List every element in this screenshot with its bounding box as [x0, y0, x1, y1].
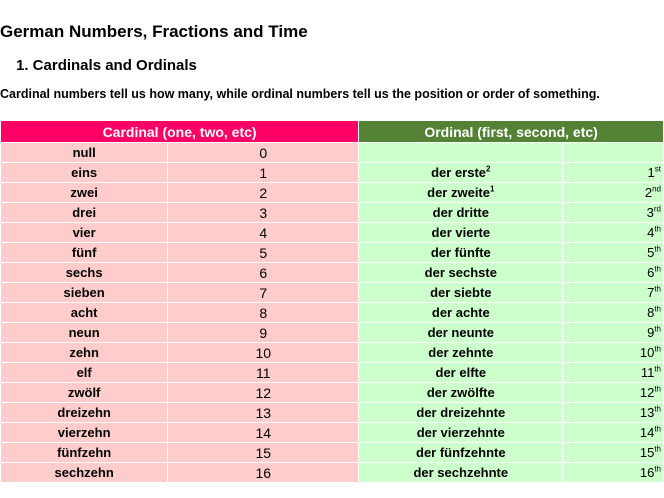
cardinal-word-cell: sechzehn	[1, 463, 168, 483]
footnote-marker: 1	[490, 184, 495, 194]
table-row	[1, 223, 664, 243]
ordinal-word-cell	[359, 163, 563, 183]
ordinal-word-cell	[359, 203, 563, 223]
ordinal-word-cell	[359, 363, 563, 383]
ordinal-abbreviation-cell	[563, 223, 664, 243]
ordinal-word-text: der zwölfte	[426, 385, 495, 400]
ordinal-suffix: th	[654, 464, 661, 474]
ordinal-word-text: der sechzehnte	[413, 465, 509, 480]
ordinal-word-text: der fünfte	[430, 245, 491, 260]
table-row	[1, 403, 664, 423]
ordinal-word-text: der siebte	[430, 285, 492, 300]
ordinal-abbreviation-cell	[563, 403, 664, 423]
table-row	[1, 443, 664, 463]
ordinal-word-text: der elfte	[435, 365, 487, 380]
ordinal-abbreviation-cell	[563, 343, 664, 363]
numbers-table	[0, 120, 664, 483]
ordinal-word-cell	[359, 463, 563, 483]
ordinal-word-cell	[359, 183, 563, 203]
ordinal-suffix: th	[654, 384, 661, 394]
ordinal-suffix: th	[654, 244, 661, 254]
ordinal-word-cell	[359, 323, 563, 343]
cardinal-word-cell: zehn	[1, 343, 168, 363]
table-row	[1, 283, 664, 303]
ordinal-abbreviation-cell	[563, 303, 664, 323]
ordinal-word-text: der sechste	[424, 265, 497, 280]
cardinal-word-cell: dreizehn	[1, 403, 168, 423]
ordinal-word-text: der vierzehnte	[416, 425, 505, 440]
table-row	[1, 343, 664, 363]
ordinal-suffix: th	[654, 444, 661, 454]
ordinal-word-text: der dreizehnte	[416, 405, 506, 420]
cardinal-number-cell: 13	[168, 403, 359, 423]
cardinal-word-cell: sieben	[1, 283, 168, 303]
cardinal-word-cell: fünfzehn	[1, 443, 168, 463]
ordinal-word-text: der vierte	[431, 225, 491, 240]
cardinal-number-cell: 4	[168, 223, 359, 243]
ordinal-suffix: th	[654, 424, 661, 434]
ordinal-suffix: th	[654, 304, 661, 314]
cardinal-number-cell: 1	[168, 163, 359, 183]
cardinal-number-cell: 7	[168, 283, 359, 303]
ordinal-abbreviation-number: 12	[639, 385, 655, 400]
ordinal-word-text: der fünfzehnte	[416, 445, 506, 460]
cardinal-number-cell: 0	[168, 143, 359, 163]
ordinal-abbreviation-number: 11	[640, 365, 655, 380]
table-body	[1, 143, 664, 483]
table-row	[1, 143, 664, 163]
table-row	[1, 303, 664, 323]
ordinal-abbreviation-number: 10	[639, 345, 655, 360]
document-title: German Numbers, Fractions and Time	[0, 22, 308, 41]
cardinal-word-cell: vierzehn	[1, 423, 168, 443]
cardinal-number-cell: 6	[168, 263, 359, 283]
cardinal-number-cell: 2	[168, 183, 359, 203]
ordinal-word-cell	[359, 303, 563, 323]
cardinal-number-cell: 3	[168, 203, 359, 223]
cardinal-number-cell: 8	[168, 303, 359, 323]
table-row	[1, 423, 664, 443]
ordinal-abbreviation-cell	[563, 443, 664, 463]
ordinal-abbreviation-number: 13	[639, 405, 655, 420]
cardinal-number-cell: 15	[168, 443, 359, 463]
ordinal-abbreviation-number: 6	[647, 265, 655, 280]
ordinal-word-text: der zweite	[427, 185, 490, 200]
ordinal-abbreviation-cell	[563, 243, 664, 263]
ordinal-abbreviation-number: 15	[639, 445, 655, 460]
ordinal-abbreviation-cell	[563, 183, 664, 203]
cardinal-number-cell: 9	[168, 323, 359, 343]
ordinal-abbreviation-number: 4	[647, 225, 655, 240]
ordinal-word-text: der zehnte	[428, 345, 494, 360]
cardinal-word-cell: null	[1, 143, 168, 163]
ordinal-abbreviation-number: 16	[639, 465, 655, 480]
ordinal-suffix: th	[654, 404, 661, 414]
ordinal-word-cell	[359, 143, 563, 163]
cardinal-word-cell: zwei	[1, 183, 168, 203]
ordinal-suffix: st	[654, 164, 661, 174]
table-row	[1, 463, 664, 483]
table-header-row	[1, 121, 664, 143]
ordinal-word-cell	[359, 263, 563, 283]
ordinal-abbreviation-cell	[563, 383, 664, 403]
ordinal-abbreviation-number: 14	[639, 425, 655, 440]
ordinal-header: Ordinal (first, second, etc)	[359, 121, 664, 143]
ordinal-suffix: th	[654, 224, 661, 234]
cardinal-word-cell: vier	[1, 223, 168, 243]
cardinal-word-cell: zwölf	[1, 383, 168, 403]
ordinal-word-cell	[359, 383, 563, 403]
ordinal-abbreviation-number: 1	[647, 165, 655, 180]
cardinal-word-cell: neun	[1, 323, 168, 343]
ordinal-abbreviation-cell	[563, 143, 664, 163]
table-row	[1, 183, 664, 203]
ordinal-abbreviation-number: 2	[644, 185, 653, 200]
table-row	[1, 323, 664, 343]
cardinal-number-cell: 11	[168, 363, 359, 383]
ordinal-abbreviation-cell	[563, 163, 664, 183]
ordinal-suffix: th	[654, 264, 661, 274]
ordinal-abbreviation-number: 5	[647, 245, 655, 260]
ordinal-word-cell	[359, 283, 563, 303]
cardinal-number-cell: 16	[168, 463, 359, 483]
ordinal-word-text: der neunte	[427, 325, 495, 340]
ordinal-abbreviation-cell	[563, 203, 664, 223]
ordinal-abbreviation-number: 7	[647, 285, 655, 300]
table-row	[1, 203, 664, 223]
ordinal-word-text: der dritte	[432, 205, 489, 220]
ordinal-word-text: der erste	[431, 165, 487, 180]
ordinal-abbreviation-number: 9	[647, 325, 655, 340]
ordinal-suffix: th	[654, 364, 661, 374]
cardinal-word-cell: acht	[1, 303, 168, 323]
footnote-marker: 2	[486, 164, 491, 174]
cardinal-word-cell: eins	[1, 163, 168, 183]
table-row	[1, 263, 664, 283]
ordinal-suffix: nd	[652, 184, 661, 194]
cardinal-header: Cardinal (one, two, etc)	[1, 121, 359, 143]
cardinal-word-cell: drei	[1, 203, 168, 223]
cardinal-number-cell: 14	[168, 423, 359, 443]
table-row	[1, 363, 664, 383]
ordinal-suffix: th	[654, 344, 661, 354]
ordinal-word-cell	[359, 423, 563, 443]
ordinal-suffix: rd	[653, 204, 661, 214]
table-row	[1, 163, 664, 183]
ordinal-word-cell	[359, 443, 563, 463]
ordinal-abbreviation-cell	[563, 463, 664, 483]
ordinal-abbreviation-cell	[563, 363, 664, 383]
ordinal-word-cell	[359, 223, 563, 243]
cardinal-word-cell: sechs	[1, 263, 168, 283]
ordinal-abbreviation-number: 8	[647, 305, 655, 320]
ordinal-word-cell	[359, 403, 563, 423]
ordinal-abbreviation-cell	[563, 263, 664, 283]
cardinal-number-cell: 10	[168, 343, 359, 363]
ordinal-word-cell	[359, 243, 563, 263]
section-heading: 1. Cardinals and Ordinals	[16, 57, 197, 74]
ordinal-suffix: th	[654, 284, 661, 294]
table-row	[1, 383, 664, 403]
intro-paragraph: Cardinal numbers tell us how many, while ordinal numbers tell us the position or order of something.	[0, 87, 600, 101]
ordinal-abbreviation-cell	[563, 283, 664, 303]
ordinal-abbreviation-cell	[563, 323, 664, 343]
cardinal-word-cell: elf	[1, 363, 168, 383]
ordinal-abbreviation-cell	[563, 423, 664, 443]
ordinal-word-cell	[359, 343, 563, 363]
ordinal-suffix: th	[654, 324, 661, 334]
cardinal-word-cell: fünf	[1, 243, 168, 263]
ordinal-word-text: der achte	[431, 305, 490, 320]
table-row	[1, 243, 664, 263]
cardinal-number-cell: 5	[168, 243, 359, 263]
cardinal-number-cell: 12	[168, 383, 359, 403]
ordinal-abbreviation-number: 3	[646, 205, 654, 220]
